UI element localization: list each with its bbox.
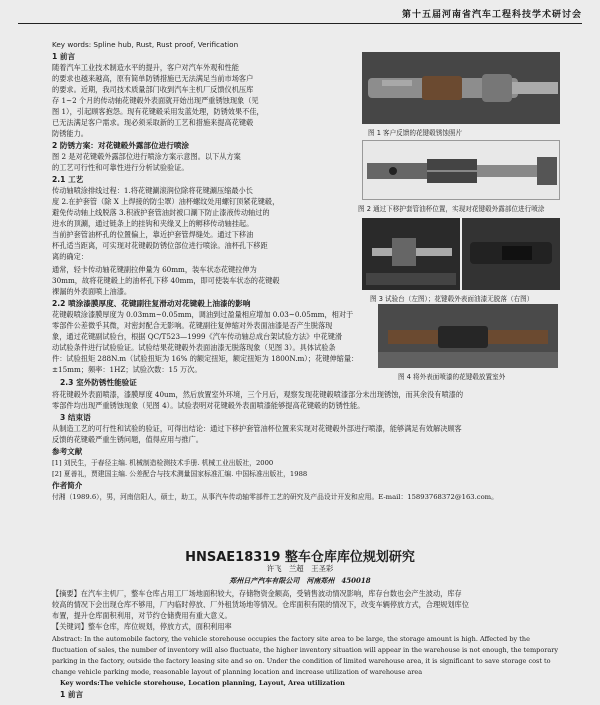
para-7-line-1: 从制造工艺的可行性和试验的验证，可得出结论：通过下移护套管油杯位置来实现对花键毂外部进行喷漆，能够满足有效解决顾客 [52, 424, 462, 433]
figure-3-painted-hub-photo [462, 218, 560, 290]
para-2-line-1: 图 2 是对花键毂外露部位进行喷涂方案示意图。以下从方案 [52, 152, 241, 161]
figure-3-caption: 图 3 试验台（左图）；花键毂外表面油漆无脱落（右图） [370, 295, 534, 303]
para-6-line-2: 零部件均出现严重锈蚀现象（见图 4）。试验表明对花键毂外表面喷漆能够提高花键毂的防锈性能。 [52, 401, 365, 410]
para-intro-line-5: 图 1），引起顾客抱怨。现有花键毂采用发蓝处理，防锈效果不佳， [52, 107, 264, 116]
para-5-line-5: 件：试验扭矩 288N.m（试验扭矩为 16% 的额定扭矩，额定扭矩为 1800N.m）；花键伸缩量： [52, 354, 359, 363]
test-bench-photo [362, 218, 460, 290]
para-intro-line-7: 防锈能力。 [52, 129, 88, 138]
section-2-1-title: 2.1 工艺 [52, 175, 84, 184]
section-2-3-title: 2.3 室外防锈性能验证 [60, 378, 137, 387]
author-bio: 付湘（1989.6），男，河南信阳人，硕士，助工，从事汽车传动轴零部件工艺的研究及产品设计开发和应用。E-mail：15893768372@163.com。 [52, 493, 498, 501]
section-3-title: 3 结束语 [60, 413, 91, 422]
para-3-line-2: 度 2.在护套管（除 X 上焊接的防尘罩）油杯螺纹处用螺钉顶紧花键毂， [52, 197, 280, 206]
para-3-line-7: 离的确定： [52, 252, 88, 261]
para-4-line-1: 通常，轻卡传动轴花键副拉伸量为 60mm，装车状态花键拉伸为 [52, 265, 257, 274]
header-text: 第十五届河南省汽车工程科技学术研讨会 [401, 10, 582, 20]
reference-2: [2] 夏善礼，贾建国主编. 公差配合与技术测量国家标准汇编. 中国标准出版社，1988 [52, 470, 308, 478]
figure-3-test-bench-photo [362, 218, 460, 290]
paper-2-affiliation: 郑州日产汽车有限公司 河南郑州 450018 [229, 576, 371, 585]
para-3-line-4: 进水的顶涮，通过链条上的挂钩和夹缘叉上的孵移传动轴挂起。 [52, 219, 254, 228]
para-5-line-4: 动试验条件进行试验验证。试验结果花键毂外表面油漆无脱落现象（见图 3）。具体试验条 [52, 343, 336, 352]
abstract-en-line-2: fluctuation of sales, the number of inventory will also fluctuate, the higher inventory situation will appear in the warehouse is not enough, the temporary [52, 646, 558, 654]
abstract-en-line-1: Abstract: In the automobile factory, the vehicle storehouse occupies the factory site area to be large, the storage amount is high. Affected by the [52, 635, 530, 643]
para-5-line-6: ±15mm；频率：1HZ；试验次数：15 万次。 [52, 365, 202, 374]
section-1-title: 1 前言 [52, 52, 76, 61]
para-3-line-6: 杯孔适当距离，可实现对花键毂防锈位部位进行喷涂。油杯孔下移距 [52, 241, 268, 250]
abstract-en-line-3: parking in the factory, outside the factory leasing site and so on. Under the condition of limited warehouse area, it is significant to save storage cost to [52, 657, 551, 665]
figure-2-caption: 图 2 通过下移护套管油杯位置，实现对花键毂外露部位进行喷涂 [358, 205, 545, 213]
painted-hub-photo [462, 218, 560, 290]
para-3-line-3: 避免传动轴上线脱落 3.积液护套管油封被口涮下防止漆液传动轴过的 [52, 208, 270, 217]
keywords-cn: 【关键词】整车仓库，库位规划，停放方式，面积利用率 [52, 622, 232, 631]
reference-1: [1] 刘民生，于春径主编. 机械制造检测技术手册. 机械工业出版社，2000 [52, 459, 274, 467]
para-5-line-2: 零部件公差微乎其微，对密封配合无影响。花键副往复伸缩对外表面油漆是否产生脱落现 [52, 321, 333, 330]
author-bio-title: 作者简介 [52, 481, 83, 490]
para-7-line-2: 反馈的花键毂严重生锈问题，值得应用与推广。 [52, 435, 203, 444]
section-2-title: 2 防锈方案：对花键毂外露部位进行喷涂 [52, 141, 190, 150]
figure-4-caption: 图 4 将外表面喷漆的花键毂放置室外 [398, 373, 506, 381]
paper-2-title: HNSAE18319 整车仓库库位规划研究 [185, 550, 415, 565]
abstract-cn-line-3: 布置，提升仓库面积利用，对节约仓储费用有重大意义。 [52, 611, 232, 620]
para-intro-line-3: 的要求。近期，我司技术质量部门收到汽车主机厂反馈仪机压库 [52, 85, 254, 94]
para-6-line-1: 将花键毂外表面喷漆，漆膜厚度 40um，然后放置室外环境，三个月后，观察发现花键毂喷漆部分未出现锈蚀，而其余没有喷漆的 [52, 390, 464, 399]
figure-4-photo [378, 304, 558, 368]
para-intro-line-4: 存 1~2 个月的传动轴花键毂外表面就开始出现严重锈蚀现象（见 [52, 96, 259, 105]
para-3-line-5: 当前护套管油杯孔的位置偏上，靠近护套管焊缝处。通过下移油 [52, 230, 254, 239]
keywords-en-first-paper: Key words: Spline hub, Rust, Rust proof, Verification [52, 40, 239, 49]
para-intro-line-6: 已无法满足客户需求。现必须采取新的工艺和措施来提高花键毂 [52, 118, 254, 127]
figure-2-diagram [362, 140, 560, 200]
para-3-line-1: 传动轴喷涂排线过程：1.将花键涮滚润位除将花键涮压缩最小长 [52, 186, 253, 195]
outdoor-hub-photo [378, 304, 558, 368]
abstract-cn-line-1: 【摘要】在汽车主机厂，整车仓库占用工厂场地面积较大，存储物资金额高，受销售波动情况影响，库存台数也会产生波动，库存 [52, 589, 462, 598]
running-header [0, 7, 600, 23]
para-4-line-2: 30mm，故将花键毂上的油杯孔下移 40mm，即可使装车状态的花键毂 [52, 276, 280, 285]
driveshaft-schematic [363, 141, 560, 200]
section-2-2-title: 2.2 喷涂漆膜厚度、花键副往复滑动对花键毂上油漆的影响 [52, 299, 251, 308]
para-intro-line-2: 的要求也越来越高，原有简单防锈措施已无法满足当前市场客户 [52, 74, 254, 83]
para-intro-line-1: 随着汽车工业技术制造水平的提升，客户对汽车外观和性能 [52, 63, 239, 72]
para-5-line-3: 象，通过花键副试验台，根据 QC/T523—1999《汽车传动轴总成台架试验方法》中花键滑 [52, 332, 343, 341]
figure-1-photo [362, 52, 560, 124]
abstract-en-line-4: change vehicle parking mode, reasonable layout of planning location and increase utilization of warehouse area [52, 668, 423, 676]
figure-1-caption: 图 1 客户反馈的花键毂锈蚀照片 [368, 129, 463, 137]
references-title: 参考文献 [52, 447, 83, 456]
para-5-line-1: 花键毂喷涂漆膜厚度为 0.03mm~0.05mm，调油到过盈量相应增加 0.03~0.05mm，相对于 [52, 310, 354, 319]
para-4-line-3: 裸漏的外表面喷上油漆。 [52, 287, 132, 296]
paper-2-authors: 许飞 兰超 王圣彩 [266, 564, 334, 573]
para-2-line-2: 的工艺可行性和可靠性进行分析试验验证。 [52, 163, 189, 172]
keywords-en: Key words:The vehicle storehouse, Location planning, Layout, Area utilization [60, 679, 345, 687]
header-rule [18, 23, 582, 24]
abstract-cn-line-2: 较高的情况下会出现仓库不够用，厂内临时停放、厂外租赁场地等情况。仓库面积有限的情况下，改变车辆停放方式，合理规划库位 [52, 600, 469, 609]
spline-hub-rust-photo [362, 52, 560, 124]
paper-2-section-1-title: 1 前言 [60, 690, 84, 699]
